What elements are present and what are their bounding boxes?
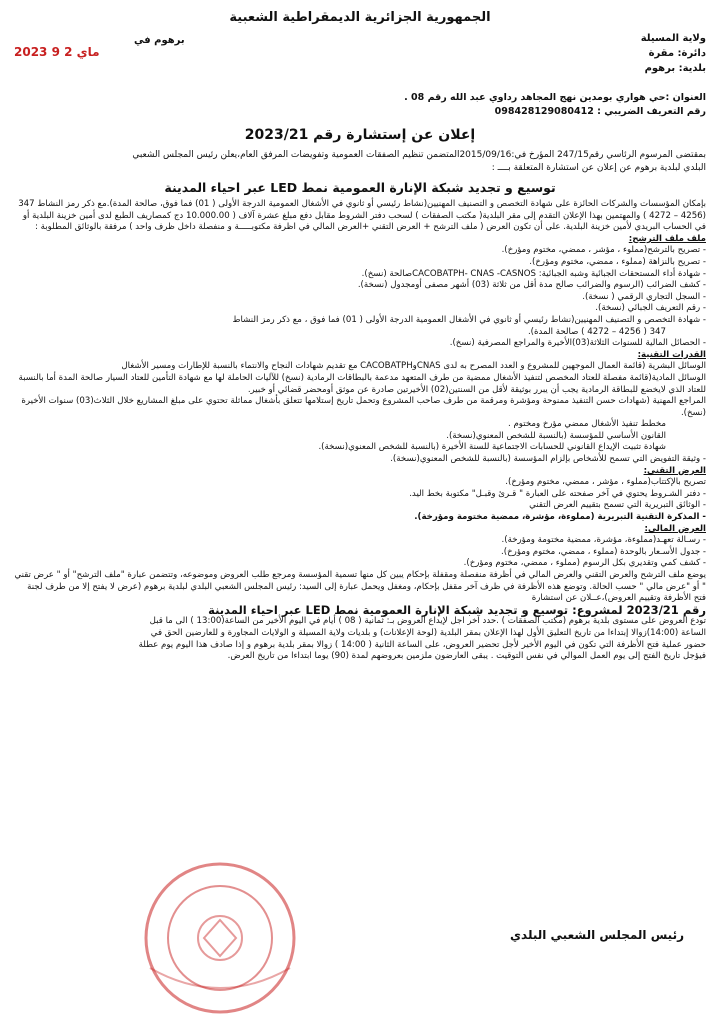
tech-doc-item: شهادة تثبيت الإيداع القانوني للحسابات الاجتماعية للسنة الأخيرة (بالنسبة للشخص المعنوي(نسخة). <box>318 442 666 453</box>
fin-offer-item: - رسـالة تعهـد(مملوءة، مؤشرة، ممضية مختومة ومؤرخة). <box>501 535 706 546</box>
tech-capacity-section-title: القدرات التقنية: <box>637 349 706 360</box>
candidacy-item: - الحصائل المالية للسنوات الثلاثة(03)الأخيرة والمراجع المصرفية (نسخ). <box>449 338 706 349</box>
envelope-paragraph: يوضع ملف الترشح والعرض التقني والعرض المالي في أظرفة منفصلة ومقفلة بإحكام يبين كل منها تسمية المؤسسة ومرجع طلب العروض وموضوعه، وتتضمن عبارة "ملف الترشح" أو " عرض تقني " أو "عرض مالي " حسب الحالة. وتوضع هذه الأظرفة في ظرف آخر مقفل بإحكام، ومغفل ويحمل عبارة إلى السيد: رئيس المجلس الشعبي البلدي لبلدية برهوم (عرض لا يفتح إلا من طرف لجنة فتح الأظرفة وتقييم العروض)،عــلان عن استشارة <box>14 570 706 604</box>
candidacy-item: - كشف الضرائب (الرسوم والضرائب صالح مدة أقل من ثلاثة (03) أشهر مصفى أومجدول (نسخة). <box>357 280 706 291</box>
tech-capacity-item: المراجع المهنية (شهادات حسن التنفيذ ممنوحة ومؤشرة ومرقمة من طرف صاحب المشروع وتحمل تاريخ إستلامها تتعلق بأشغال مماثلة تحتوي على مبلغ المشاريع خلال الثلاث(03) سنوات الأخيرة (نسخ). <box>21 396 706 418</box>
candidacy-item: - شهادة أداء المستحقات الجبائية وشبه الجبائية: CACOBATPH- CNAS -CASNOSصالحة (نسخ). <box>361 268 706 279</box>
candidacy-item: - السجل التجاري الرقمي ( نسخة). <box>582 291 706 302</box>
tech-offer-section-title: العرض التقني: <box>643 465 706 476</box>
tech-offer-item: - المذكرة التقنية التبريرية (مملوءة، مؤشرة، ممضية مختومة ومؤرخة). <box>414 512 706 523</box>
tech-doc-item: مخطط تنفيذ الأشغال ممضي مؤرخ ومختوم . <box>508 419 666 430</box>
signature-title: رئيس المجلس الشعبي البلدي <box>510 928 684 942</box>
tech-offer-item: تصريح بالإكتتاب(مملوء ، مؤشر ، ممضي، مختوم ومؤرخ). <box>505 477 706 488</box>
republic-title: الجمهورية الجزائرية الديمقراطية الشعبية <box>229 10 491 25</box>
intro-line-2: البلدي لبلدية برهوم عن إعلان عن استشارة المتعلقة بــــ : <box>491 163 706 173</box>
baladia-line: بلدية: برهوم <box>644 63 706 74</box>
reference-subject: توسيع و تجديد شبكة الإنارة العمومية نمط LED عبر احياء المدينة <box>208 602 569 617</box>
subject-title: توسيع و تجديد شبكة الإنارة العمومية نمط LED عبر احياء المدينة <box>164 180 556 195</box>
fin-offer-section-title: العرض المالي: <box>644 523 706 534</box>
wilaya-line: ولاية المسيلة <box>640 33 706 44</box>
daira-line: دائرة: مقرة <box>648 48 706 59</box>
tech-offer-item: - دفتر الشـروط يحتوي في آخر صفحته على العبارة " قـرئ وقبـل" مكتوبة بخط اليد. <box>409 488 706 499</box>
tech-capacity-item: الوسائل البشرية (قائمة العمال الموجهين للمشروع و العدد المصرح به لدى CNASوCACOBATPH مع تقديم شهادات النجاح والانتماء بالنسبة للإطارات ومسير الأشغال <box>121 361 706 372</box>
candidacy-item: - شهادة التخصص و التصنيف المهنيين(نشاط رئيسي أو ثانوي في الأشغال العمومية الدرجة الأولى ( 01) فما فوق ، مع ذكر رمز النشاط <box>232 314 706 325</box>
deposit-paragraph: تودع العروض على مستوى بلدية برهوم (مكتب الصفقات ) .حدد آخر اجل لإيداع العروض بـ: ثمانية ( 08 ) أيام في اليوم الأخير من الساعة(13:00 ) الى ما قبل الساعة (14:00)زوالا إبتداءا من تاريخ التعليق الأول لهذا الإعلان بمقر البلدية (لوحة الإعلانات) و بلديات ولاية المسيلة و الولايات المجاورة و للعارضين الحق في حضور عملية فتح الأظرفة التي تكون في اليوم الأخير لأجل تحضير العروض، على الساعة الثانية ( 14:00 ) زوالا بمقر بلدية برهوم و إذا صادف هذا اليوم يوم عطلة فيؤجل تاريخ الفتح إلى يوم العمل الموالي في نفس التوقيت . يبقى العارضون ملزمين بعروضهم لمدة (90) يوما ابتداءا من تاريخ العرض. <box>138 616 706 662</box>
tech-capacity-item: الوسائل المادية(قائمة مفصلة للعتاد المخصص لتنفيذ الأشغال ممضية من طرف المتعهد مدعمة بالبطاقات الرمادية (نسخ) للآليات الحاملة لها مع شهادة التأمين للعتاد السيار صالحة المدة أما بالنسبة للعتاد الذي لايخضع للبطاقة الرمادية يجب أن يبرر بوثيقة لأقل من السنتين(02) الأخيرتين صادرة عن موثق أومحضر قضائي أو خبير. <box>18 372 706 395</box>
tech-offer-item: - الوثائق التبريرية التي تسمح بتقييم العرض التقني <box>529 500 706 511</box>
reference-line <box>14 602 706 617</box>
body-text <box>14 199 706 663</box>
candidacy-item: 347 ( 4256 – 4272 ) صالحة المدة). <box>527 326 666 337</box>
header-block <box>14 31 706 97</box>
place-date-label: برهوم في <box>134 35 185 46</box>
issuer-block <box>641 31 706 76</box>
eligibility-paragraph: بإمكان المؤسسات والشركات الحائزة على شهادة التخصص و التصنيف المهنيين(نشاط رئيسي أو ثانوي في الأشغال العمومية الدرجة الأولى ( 01) فما فوق، صالحة المدة).مع ذكر رمز النشاط 347 (4256 – 4272 ) والمهتمين بهذا الإعلان التقدم إلى مقر البلدية( مكتب الصفقات ) لسحب دفتر الشروط مقابل دفع مبلغ عشرة آلاف ( 10.000.00 دج كمصاريف الطبع لدى أمين خزينة البلدية أو في الحساب البريدي لأمين خزينة البلدية. على أن تكون العرض ( ملف الترشح + العرض التقني +العرض المالي في اظرفة مكتوبـــــة و منفصلة داخل ظرف واحد ) مرفقة بالوثائق المطلوبة : <box>18 199 706 233</box>
tax-id-line: رقم التعريف الضريبي : 098428129080412 <box>494 106 706 117</box>
official-seal-icon <box>140 858 300 1018</box>
date-stamp: 2023 ماي 2 9 <box>14 45 100 59</box>
announcement-title: إعلان عن إستشارة رقم 2023/21 <box>244 127 476 143</box>
address-line: العنوان :حي هواري بومدين نهج المجاهد رداوي عبد الله رقم 08 . <box>404 92 706 103</box>
candidacy-item: - رقم التعريف الجبائي (نسخة). <box>595 303 706 314</box>
intro-paragraph <box>14 149 706 175</box>
candidacy-section-title: ملف ملف الترشح: <box>628 233 706 244</box>
candidacy-item: - تصريح بالترشح(مملوء ، مؤشر ، ممضي، مختوم ومؤرخ). <box>501 245 706 256</box>
candidacy-item: - تصريح بالنزاهة (مملوء ، ممضي، مختوم ومؤرخ). <box>529 256 706 267</box>
tech-doc-item: - وثيقة التفويض التي تسمح للأشخاص بإلزام المؤسسة (بالنسبة للشخص المعنوي(نسخة). <box>390 454 706 465</box>
reference-prefix: رقم 2023/21 لمشروع: <box>572 602 706 617</box>
tech-doc-item: القانون الأساسي للمؤسسة (بالنسبة للشخص المعنوي(نسخة). <box>446 430 666 441</box>
intro-line-1: بمقتضى المرسوم الرئاسي رقم247/15 المؤرخ في:2015/09/16المتضمن تنظيم الصفقات العمومية وتفويضات المرفق العام،يعلن رئيس المجلس الشعبي <box>132 150 706 160</box>
fin-offer-item: - جدول الأسـعار بالوحدة (مملوء ، ممضي، مختوم ومؤرخ). <box>501 546 706 557</box>
fin-offer-item: - كشف كمي وتقديري بكل الرسوم (مملوء ، ممضي، مختوم ومؤرخ). <box>463 558 706 569</box>
